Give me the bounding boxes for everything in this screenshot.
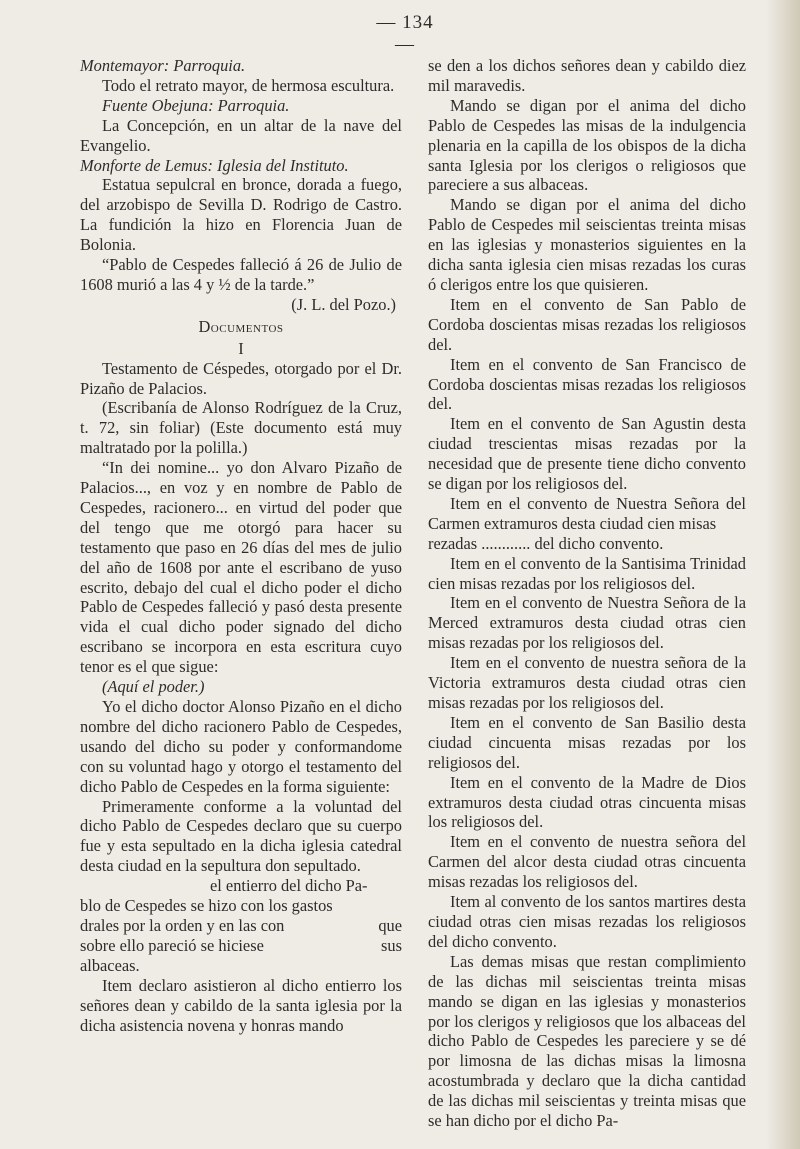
paragraph: Item en el convento de Nuestra Señora de la Merced extramuros desta ciudad otras cien misas rezadas por los religiosos del.	[428, 593, 746, 653]
paragraph: Mando se digan por el anima del dicho Pablo de Cespedes mil seiscientas treinta misas en las iglesias y monasterios siguientes en la dicha santa iglesia cien misas rezadas los curas ó clerigos entre los que quisieren.	[428, 195, 746, 294]
paragraph: rezadas ............ del dicho convento.	[428, 533, 664, 553]
paragraph: Item en el convento de San Basilio desta ciudad cincuenta misas rezadas por los religiosos del.	[428, 712, 746, 772]
paragraph: Item al convento de los santos martires desta ciudad otras cien misas rezadas los religiosos del dicho convento.	[428, 892, 746, 951]
paragraph: Estatua sepulcral en bronce, dorada a fuego, del arzobispo de Sevilla D. Rodrigo de Castro. La fundición la hizo en Florencia Juan de Bolonia.	[80, 175, 402, 255]
damaged-text-line: sobre ello pareció se hiciese sus	[80, 935, 402, 955]
editorial-note: (Aquí el poder.)	[102, 677, 205, 697]
place-heading-fuente-obejuna: Fuente Obejuna: Parroquia.	[102, 95, 290, 115]
right-column	[428, 56, 746, 1131]
paragraph: La Concepción, en un altar de la nave del Evangelio.	[80, 115, 402, 155]
paragraph: Item en el convento de nuestra señora de la Victoria extramuros desta ciudad otras cien misas rezadas por los religiosos del.	[428, 653, 746, 712]
paragraph: Todo el retrato mayor, de hermosa escultura.	[102, 75, 395, 95]
paragraph: Item en el convento de San Agustin desta ciudad trescientas misas rezadas por la necesidad que de presente tiene dicho convento se digan por los religiosos del.	[428, 414, 746, 494]
paragraph: se den a los dichos señores dean y cabildo diez mil maravedis.	[428, 56, 746, 95]
damaged-text-line: el entierro del dicho Pa-	[210, 876, 368, 896]
damaged-text-line: drales por la orden y en las con que	[80, 915, 402, 935]
paragraph: Las demas misas que restan complimiento de las dichas mil seiscientas treinta misas mando se digan en las iglesias y monasterios por los clerigos y religiosos que los albaceas del dicho Pablo de Cespedes les pareciere y se dé por limosna de las dichas misas la limosna acostumbrada y declaro que la dicha cantidad de las dichas mil seiscientas y treinta misas que se han dicho por el dicho Pa-	[428, 951, 746, 1131]
damaged-text-line: albaceas.	[80, 955, 140, 975]
paragraph: Mando se digan por el anima del dicho Pablo de Cespedes las misas de la indulgencia plenaria en la capilla de los obispos de la dicha santa Iglesia por los clerigos o religiosos que pareciere a sus albaceas.	[428, 95, 746, 195]
author-signature: (J. L. del Pozo.)	[291, 294, 396, 314]
damaged-text-line: blo de Cespedes se hizo con los gastos	[80, 896, 333, 916]
paragraph: Item declaro asistieron al dicho entierro los señores dean y cabildo de la santa iglesia por la dicha asistencia novena y honras mando	[80, 975, 402, 1035]
archive-note: (Escribanía de Alonso Rodríguez de la Cruz, t. 72, sin foliar) (Este documento está muy maltratado por la polilla.)	[80, 398, 402, 458]
document-title: Testamento de Céspedes, otorgado por el Dr. Pizaño de Palacios.	[80, 358, 402, 398]
place-heading-montemayor: Montemayor: Parroquia.	[80, 56, 246, 75]
page-edge-shadow	[766, 0, 800, 1149]
place-heading-monforte: Monforte de Lemus: Iglesia del Instituto.	[80, 155, 349, 175]
paragraph: Item en el convento de San Francisco de Cordoba doscientas misas rezadas los religiosos del.	[428, 354, 746, 414]
page-number: — 134 —	[376, 12, 434, 55]
quotation: “Pablo de Cespedes falleció á 26 de Julio de 1608 murió a las 4 y ½ de la tarde.”	[80, 255, 402, 294]
section-numeral: I	[238, 338, 244, 358]
paragraph: Yo el dicho doctor Alonso Pizaño en el dicho nombre del dicho racionero Pablo de Cespedes, usando del dicho su poder y conformandome con su voluntad hago y otorgo el testamento del dicho Pablo de Cespedes en la forma siguiente:	[80, 697, 402, 796]
paragraph: Item en el convento de la Santisima Trinidad cien misas rezadas por los religiosos del.	[428, 553, 746, 593]
section-heading: Documentos	[198, 316, 284, 336]
paragraph: Item en el convento de nuestra señora del Carmen del alcor desta ciudad otras cincuenta misas rezadas los religiosos del.	[428, 832, 746, 892]
paragraph: Item en el convento de San Pablo de Cordoba doscientas misas rezadas los religiosos del.	[428, 294, 746, 354]
paragraph: Primeramente conforme a la voluntad del dicho Pablo de Cespedes declaro que su cuerpo fue y esta sepultado en la dicha iglesia catedral desta ciudad en la sepultura don sepultado.	[80, 796, 402, 876]
paragraph: Item en el convento de Nuestra Señora del Carmen extramuros desta ciudad cien misas	[428, 493, 746, 533]
left-column	[80, 56, 402, 1035]
paragraph: “In dei nomine... yo don Alvaro Pizaño de Palacios..., en voz y en nombre de Pablo de Cespedes, racionero... en virtud del poder que del tengo que me otorgó para hacer su testamento que paso en 26 días del mes de julio del año de 1608 por ante el escribano de yuso escrito, debajo del cual el dicho poder el dicho Pablo de Cespedes falleció y pasó desta presente vida el cual dicho poder signado del dicho escribano se incorpora en esta escritura cuyo tenor es el que sigue:	[80, 458, 402, 677]
paragraph: Item en el convento de la Madre de Dios extramuros desta ciudad otras cincuenta misas los religiosos del.	[428, 772, 746, 832]
